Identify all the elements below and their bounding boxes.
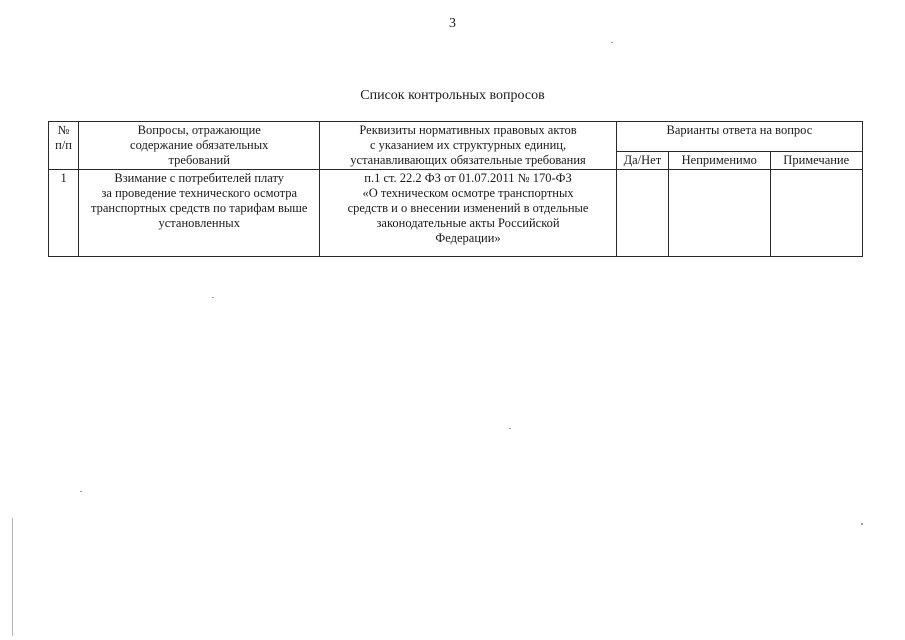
header-yes-no: Да/Нет <box>616 152 668 170</box>
header-number: № п/п <box>49 122 79 170</box>
scan-speck <box>611 42 613 43</box>
scan-speck <box>509 428 511 429</box>
header-note: Примечание <box>770 152 863 170</box>
table-header-row <box>49 122 863 152</box>
row-requisites: п.1 ст. 22.2 ФЗ от 01.07.2011 № 170-ФЗ «О техническом осмотре транспортных средств и о внесении изменений в отдельные законодательные акты Российской Федерации» <box>320 170 616 257</box>
scan-speck <box>80 491 82 492</box>
document-title: Список контрольных вопросов <box>360 88 545 103</box>
checklist-table <box>48 121 863 257</box>
row-answer-yes-no <box>616 170 668 257</box>
row-answer-not-applicable <box>669 170 770 257</box>
row-number: 1 <box>49 170 79 257</box>
header-requisites: Реквизиты нормативных правовых актов с указанием их структурных единиц, устанавливающих обязательные требования <box>320 122 616 170</box>
header-question: Вопросы, отражающие содержание обязательных требований <box>79 122 320 170</box>
header-not-applicable: Неприменимо <box>669 152 770 170</box>
row-answer-note <box>770 170 863 257</box>
row-question: Взимание с потребителей плату за проведение технического осмотра транспортных средств по тарифам выше установленных <box>79 170 320 257</box>
scan-speck <box>212 297 214 298</box>
scan-speck <box>861 523 863 525</box>
table-row <box>49 170 863 257</box>
scan-edge-line <box>12 518 13 636</box>
page-number: 3 <box>449 16 456 31</box>
header-answer-options: Варианты ответа на вопрос <box>616 122 862 152</box>
